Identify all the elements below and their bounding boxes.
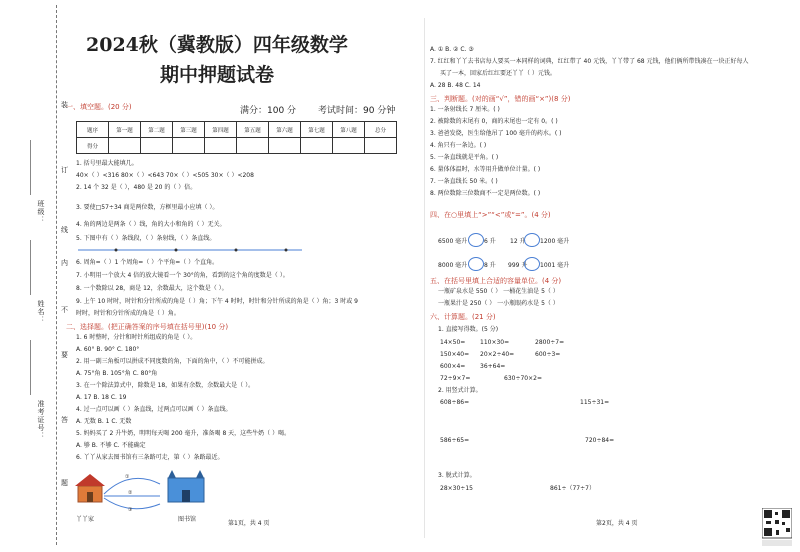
- question: 6. 丫丫从家去图书馆有三条路可走，第（ ）条路最近。: [76, 454, 224, 461]
- exam-title: 2024秋（冀教版）四年级数学: [86, 34, 348, 56]
- page-footer-right: 第2页，共 4 页: [596, 520, 638, 527]
- calc-item: 2800÷7=: [535, 339, 565, 346]
- expression: 861÷（77÷7）: [550, 485, 595, 492]
- question: 4. 过一点可以画（ ）条直线，过两点可以画（ ）条直线。: [76, 406, 232, 413]
- score-header: 第七题: [301, 122, 333, 138]
- vertical-calc: 720÷84=: [585, 437, 615, 444]
- score-cell[interactable]: [237, 138, 269, 154]
- question: 时时，时针和分针所成的角是（ ）角。: [76, 310, 180, 317]
- score-header: 第五题: [237, 122, 269, 138]
- compare-circle[interactable]: [524, 257, 540, 271]
- spine-char: 不: [61, 306, 68, 314]
- compare-left: 8000 毫升: [438, 262, 468, 269]
- name-blank[interactable]: [30, 240, 31, 295]
- exam-subtitle: 期中押题试卷: [160, 64, 275, 86]
- exam-time: 考试时间：90 分钟: [318, 106, 396, 116]
- question: 6. 周角=（ ）1 个周角=（ ）个平角=（ ）个直角。: [76, 259, 219, 266]
- binding-line: [56, 5, 57, 545]
- question: 2. 14 个 32 是（ ），480 是 20 的（ ）倍。: [76, 184, 197, 191]
- score-header: 题序: [77, 122, 109, 138]
- question: 7. 红红和丫丫去书店每人要买一本同样的词典，红红带了 40 元钱，丫丫带了 68 元钱，他们俩所带钱凑在一块正好每人: [430, 58, 749, 65]
- calc-item: 600÷3=: [535, 351, 561, 358]
- qr-code-icon: [762, 508, 792, 548]
- id-label: 准考证号：: [37, 400, 45, 440]
- spine-char: 装: [61, 101, 68, 109]
- calc-item: 36+64=: [480, 363, 506, 370]
- line-figure: [76, 245, 306, 255]
- calc-item: 72÷9×7=: [440, 375, 471, 382]
- library-label: 图书馆: [178, 516, 197, 523]
- compare-right: 6 升: [484, 238, 496, 245]
- section-2-title: 二、选择题。(把正确答案的序号填在括号里)(10 分): [66, 323, 229, 331]
- question: 3. 爸爸发烧，医生给他吊了 100 毫升的药水。( ): [430, 130, 562, 137]
- score-cell[interactable]: [301, 138, 333, 154]
- score-cell[interactable]: [141, 138, 173, 154]
- question: 40×（ ）<316 80×（ ）<643 70×（ ）<505 30×（ ）<208: [76, 172, 254, 179]
- compare-left: 999 升: [508, 262, 528, 269]
- score-header: 第八题: [333, 122, 365, 138]
- score-cell[interactable]: [365, 138, 397, 154]
- svg-text:①: ①: [125, 474, 130, 480]
- option: A. 17 B. 18 C. 19: [76, 394, 127, 401]
- question: 8. 一个数除以 28，商是 12，余数最大，这个数是（ ）。: [76, 285, 228, 292]
- compare-right: 1001 毫升: [540, 262, 570, 269]
- score-header: 第六题: [269, 122, 301, 138]
- home-label: 丫丫家: [76, 516, 95, 523]
- id-blank[interactable]: [30, 340, 31, 395]
- spine-char: 要: [61, 351, 68, 359]
- question: 1. 一条射线长 7 厘米。( ): [430, 106, 500, 113]
- calc-item: 110×30=: [480, 339, 510, 346]
- question: 1. 括号里最大能填几。: [76, 160, 138, 167]
- calc-item: 14×50=: [440, 339, 466, 346]
- score-row-label: 得分: [77, 138, 109, 154]
- expression: 28×30÷15: [440, 485, 473, 492]
- house-icon: [75, 474, 105, 502]
- question: 6. 量体体温时，水等用升做单位计量。( ): [430, 166, 541, 173]
- question: 2. 用一副三角板可以拼成不同度数的角，下面的角中，（ ）不可能拼成。: [76, 358, 269, 365]
- calc-item: 630÷70×2=: [504, 375, 542, 382]
- calc-item: 600×4=: [440, 363, 466, 370]
- section-5-title: 五、在括号里填上合适的容量单位。(4 分): [430, 277, 562, 285]
- question: 一瓶果汁是 250（ ） 一小瓶眼药水是 5（ ）: [438, 300, 559, 307]
- svg-text:②: ②: [128, 490, 133, 496]
- option: A. ① B. ② C. ③: [430, 46, 474, 53]
- compare-right: 8 升: [484, 262, 496, 269]
- score-cell[interactable]: [205, 138, 237, 154]
- calc-item: 150×40=: [440, 351, 470, 358]
- calc-item: 20×2÷40=: [480, 351, 515, 358]
- score-cell[interactable]: [269, 138, 301, 154]
- class-label: 班级：: [37, 200, 45, 224]
- score-cell[interactable]: [109, 138, 141, 154]
- score-header: 第一题: [109, 122, 141, 138]
- compare-circle[interactable]: [468, 257, 484, 271]
- library-icon: [168, 470, 204, 502]
- sub-question: 3. 脱式计算。: [438, 472, 476, 479]
- section-3-title: 三、判断题。(对的画“√”，错的画“×”)(8 分): [430, 95, 571, 103]
- option: A. 够 B. 不够 C. 不能确定: [76, 442, 146, 449]
- page-footer-left: 第1页，共 4 页: [228, 520, 270, 527]
- full-score: 满分：100 分: [240, 106, 297, 116]
- svg-text:③: ③: [128, 507, 133, 513]
- vertical-calc: 115÷31=: [580, 399, 610, 406]
- question: 3. 要使□57÷34 商是两位数，方框里最小应填（ ）。: [76, 204, 219, 211]
- sub-question: 2. 用竖式计算。: [438, 387, 482, 394]
- question: 5. 下图中有（ ）条线段，（ ）条射线，（ ）条直线。: [76, 235, 216, 242]
- sub-question: 1. 直接写得数。(5 分): [438, 326, 499, 333]
- question: 2. 被除数的末尾有 0，商的末尾也一定有 0。( ): [430, 118, 558, 125]
- vertical-calc: 608÷86=: [440, 399, 470, 406]
- question: 5. 妈妈买了 2 升牛奶，明明每天喝 200 毫升，准备喝 8 天，这些牛奶（ ）喝。: [76, 430, 291, 437]
- class-blank[interactable]: [30, 140, 31, 195]
- option: A. 75°角 B. 105°角 C. 80°角: [76, 370, 158, 377]
- compare-circle[interactable]: [524, 233, 540, 247]
- name-label: 姓名：: [37, 300, 45, 324]
- spine-char: 答: [61, 416, 68, 424]
- compare-right: 1200 毫升: [540, 238, 570, 245]
- question: 8. 两位数除三位数商不一定是两位数。( ): [430, 190, 541, 197]
- compare-left: 12 升: [510, 238, 526, 245]
- spine-char: 线: [61, 226, 68, 234]
- page-divider: [424, 18, 425, 538]
- question: 一瓶矿泉水是 550（ ） 一桶花生油是 5（ ）: [438, 288, 559, 295]
- question: 买了一本，回家后红红要还丫丫（ ）元钱。: [440, 70, 556, 77]
- section-1-title: 一、填空题。(20 分): [66, 103, 132, 111]
- question: 5. 一条直线就是平角。( ): [430, 154, 499, 161]
- section-6-title: 六、计算题。(21 分): [430, 313, 496, 321]
- score-header: 第二题: [141, 122, 173, 138]
- question: 7. 小明用一个放大 4 倍的放大镜看一个 30°的角，看到的这个角的度数是（ ）。: [76, 272, 289, 279]
- score-table: [76, 121, 397, 154]
- spine-char: 题: [61, 479, 68, 487]
- spine-char: 内: [61, 259, 68, 267]
- option: A. 28 B. 48 C. 14: [430, 82, 481, 89]
- option: A. 60° B. 90° C. 180°: [76, 346, 140, 353]
- score-header: 总分: [365, 122, 397, 138]
- question: 4. 角只有一条边。( ): [430, 142, 487, 149]
- score-cell[interactable]: [333, 138, 365, 154]
- question: 1. 6 时整时，分针和时针所组成的角是（ ）。: [76, 334, 197, 341]
- score-header: 第四题: [205, 122, 237, 138]
- compare-left: 6500 毫升: [438, 238, 468, 245]
- spine-char: 订: [61, 166, 68, 174]
- question: 9. 上午 10 时时，时针和分针所成的角是（ ）角；下午 4 时时，时针和分针所成的角是（ ）角；3 时或 9: [76, 298, 358, 305]
- question: 4. 角的两边是两条（ ）线，角的大小和角的（ ）无关。: [76, 221, 226, 228]
- question: 7. 一条直线长 50 米。( ): [430, 178, 498, 185]
- score-cell[interactable]: [173, 138, 205, 154]
- score-header: 第三题: [173, 122, 205, 138]
- compare-circle[interactable]: [468, 233, 484, 247]
- section-4-title: 四、在○里填上“>”“<”或“=”。(4 分): [430, 211, 551, 219]
- question: 3. 在一个除法算式中，除数是 18，如果有余数，余数最大是（ ）。: [76, 382, 255, 389]
- route-map: [70, 464, 220, 516]
- vertical-calc: 586÷65=: [440, 437, 470, 444]
- option: A. 无数 B. 1 C. 无数: [76, 418, 132, 425]
